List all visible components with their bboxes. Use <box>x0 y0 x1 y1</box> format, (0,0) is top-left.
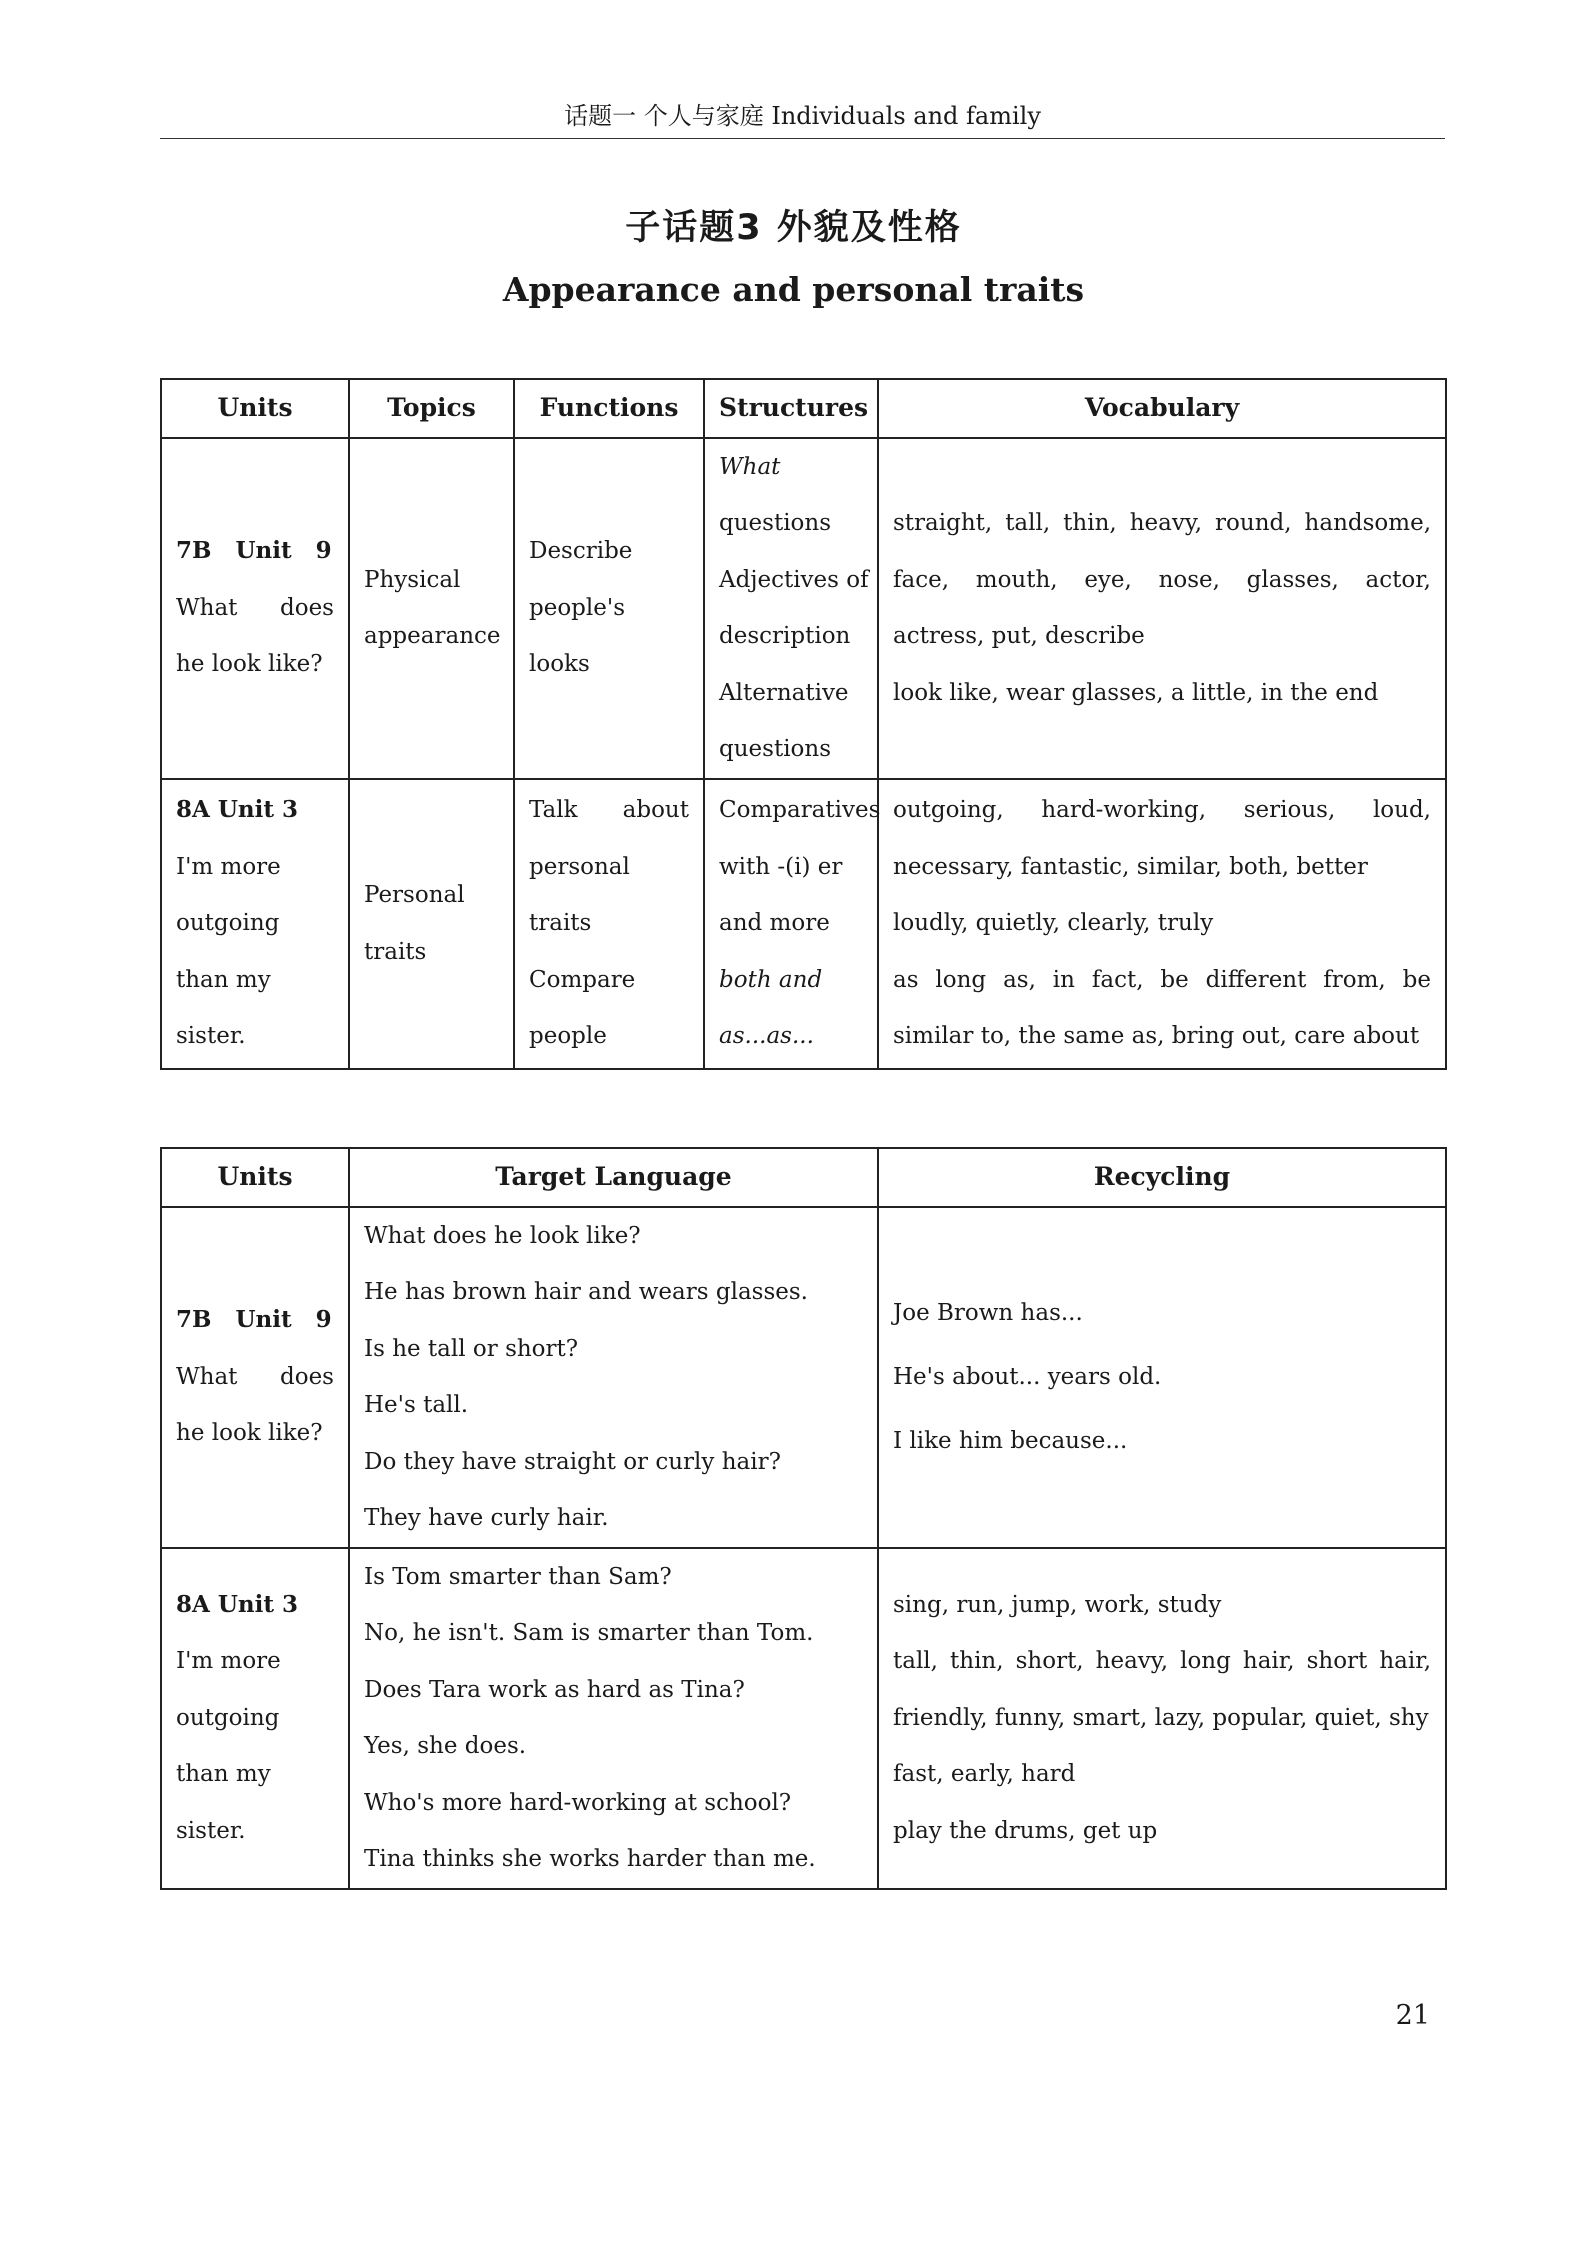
table-header-row <box>161 1148 1446 1207</box>
function-text: Compare people <box>529 966 636 1050</box>
function-text: Talk about personal traits <box>529 797 689 937</box>
vocabulary-words: outgoing, hard-working, serious, loud, necessary, fantastic, similar, both, better <box>893 797 1431 880</box>
header-functions: Functions <box>514 379 704 438</box>
recycling-cell <box>878 1548 1446 1889</box>
vocabulary-phrases: look like, wear glasses, a little, in the end <box>893 679 1379 706</box>
structure-line: with -(i) er <box>719 853 843 880</box>
recycling-cell <box>878 1207 1446 1548</box>
recycling-line: Joe Brown has... <box>893 1300 1083 1326</box>
topic-text: Physical appearance <box>364 566 501 649</box>
unit-name: I'm more outgoing than my sister. <box>176 853 281 1050</box>
unit-cell <box>161 1548 349 1889</box>
structure-line: description <box>719 623 851 649</box>
sentence-line: Yes, she does. <box>364 1733 527 1759</box>
structures-cell <box>704 779 881 1069</box>
table-row <box>161 438 1446 779</box>
unit-code: 8A Unit 3 <box>176 1590 299 1618</box>
target-language-table <box>160 1147 1447 1890</box>
sentence-line: Tina thinks she works harder than me. <box>364 1846 816 1872</box>
structure-line: and more <box>719 910 830 937</box>
unit-name: What does he look like? <box>176 594 334 678</box>
page-title-chinese: 子话题3 外貌及性格 <box>625 208 962 248</box>
structure-line: Comparatives <box>719 797 881 824</box>
unit-cell <box>161 1207 349 1548</box>
function-cell <box>514 779 704 1069</box>
recycling-line: tall, thin, short, heavy, long hair, short hair, friendly, funny, smart, lazy, popular, quiet, shy <box>893 1648 1431 1731</box>
function-text: Describe people's looks <box>529 538 633 678</box>
header-recycling: Recycling <box>878 1148 1446 1207</box>
header-vocabulary: Vocabulary <box>878 379 1446 438</box>
sentence-line: They have curly hair. <box>364 1505 609 1531</box>
sentence-line: He's tall. <box>364 1392 469 1418</box>
topic-cell <box>349 779 514 1069</box>
unit-name: I'm more outgoing than my sister. <box>176 1648 281 1844</box>
topic-cell <box>349 438 514 779</box>
header-units: Units <box>161 379 349 438</box>
recycling-line: I like him because... <box>893 1428 1128 1454</box>
recycling-line: play the drums, get up <box>893 1817 1158 1844</box>
table-row <box>161 1207 1446 1548</box>
unit-code: 7B Unit 9 <box>176 1306 332 1334</box>
structure-line: as...as... <box>719 1023 814 1050</box>
table-header-row <box>161 379 1446 438</box>
sentence-line: Does Tara work as hard as Tina? <box>364 1676 745 1703</box>
unit-code: 8A Unit 3 <box>176 796 299 824</box>
vocabulary-phrases: as long as, in fact, be different from, be similar to, the same as, bring out, care about <box>893 966 1431 1050</box>
unit-code: 7B Unit 9 <box>176 537 332 565</box>
table-row <box>161 779 1446 1069</box>
sentence-line: Is he tall or short? <box>364 1335 579 1362</box>
header-units: Units <box>161 1148 349 1207</box>
table-row <box>161 1548 1446 1889</box>
structure-line: What <box>719 453 781 480</box>
sentence-line: Do they have straight or curly hair? <box>364 1448 781 1475</box>
running-header: 话题一 个人与家庭 Individuals and family <box>160 98 1445 139</box>
vocabulary-words: straight, tall, thin, heavy, round, handsome, face, mouth, eye, nose, glasses, actor, actress, put, describe <box>893 510 1431 649</box>
recycling-line: He's about... years old. <box>893 1364 1162 1390</box>
units-overview-table <box>160 378 1447 1070</box>
unit-cell <box>161 438 349 779</box>
target-language-cell <box>349 1548 878 1889</box>
sentence-line: Is Tom smarter than Sam? <box>364 1563 672 1590</box>
structure-line: Adjectives of <box>719 566 869 593</box>
header-structures: Structures <box>704 379 878 438</box>
unit-cell <box>161 779 349 1069</box>
vocabulary-adverbs: loudly, quietly, clearly, truly <box>893 910 1214 937</box>
page-title-english: Appearance and personal traits <box>502 270 1085 309</box>
sentence-line: He has brown hair and wears glasses. <box>364 1279 808 1305</box>
target-language-cell <box>349 1207 878 1548</box>
vocabulary-cell <box>878 779 1446 1069</box>
header-topics: Topics <box>349 379 514 438</box>
sentence-line: Who's more hard-working at school? <box>364 1789 792 1816</box>
function-cell <box>514 438 704 779</box>
structure-line: both and <box>719 966 823 993</box>
topic-text: Personal traits <box>364 882 465 965</box>
structure-line: Alternative <box>719 679 849 706</box>
sentence-line: No, he isn't. Sam is smarter than Tom. <box>364 1620 814 1646</box>
structure-line: questions <box>719 736 832 762</box>
vocabulary-cell <box>878 438 1446 779</box>
recycling-line: fast, early, hard <box>893 1761 1076 1788</box>
structures-cell <box>704 438 878 779</box>
unit-name: What does he look like? <box>176 1363 334 1447</box>
structure-line: questions <box>719 510 832 536</box>
sentence-line: What does he look like? <box>364 1222 641 1249</box>
recycling-line: sing, run, jump, work, study <box>893 1591 1222 1618</box>
header-target-language: Target Language <box>349 1148 878 1207</box>
page-number: 21 <box>1395 2000 1430 2031</box>
